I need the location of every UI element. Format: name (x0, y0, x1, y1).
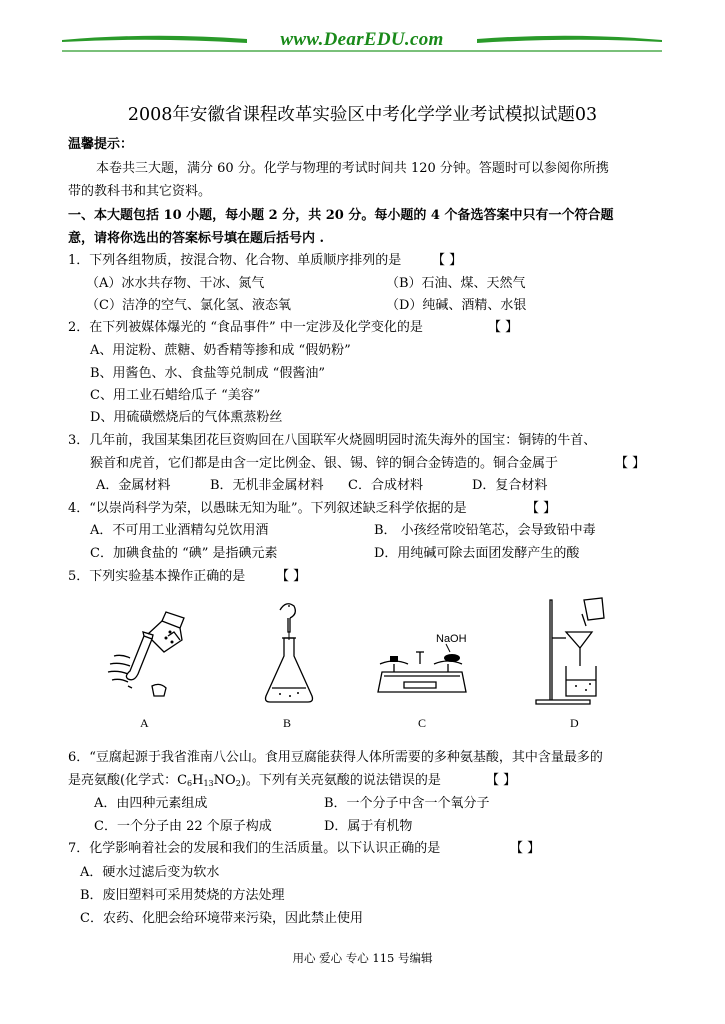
intro-line-1: 本卷共三大题，满分 60 分。化学与物理的考试时间共 120 分钟。答题时可以参阅你所携 (96, 161, 609, 176)
naoh-label: NaOH (436, 633, 467, 645)
figure-a-pouring-test-tube (100, 596, 205, 711)
q6-option-b: B．一个分子中含一个氧分子 (324, 796, 490, 811)
figure-label-d: D (570, 716, 579, 730)
q7-option-b: B．废旧塑料可采用焚烧的方法处理 (80, 888, 285, 903)
intro-line-2: 带的教科书和其它资料。 (68, 184, 212, 199)
q1-stem: 1．下列各组物质，按混合物、化合物、单质顺序排列的是 (68, 253, 402, 268)
q1-option-d: （D）纯碱、酒精、水银 (386, 298, 527, 313)
q3-option-d: D．复合材料 (472, 478, 548, 493)
q2-stem: 2．在下列被媒体爆光的 “食品事件” 中一定涉及化学变化的是 (68, 320, 423, 335)
q2-option-d: D、用硫磺燃烧后的气体熏蒸粉丝 (90, 410, 283, 425)
figure-d-filtration (530, 596, 620, 711)
q3-answer-bracket[interactable]: 【 】 (615, 456, 646, 471)
q4-option-c: C．加碘食盐的 “碘” 是指碘元素 (90, 546, 278, 561)
q5-answer-bracket[interactable]: 【 】 (276, 569, 307, 584)
q6-option-d: D．属于有机物 (324, 819, 413, 834)
page-title: 2008年安徽省课程改革实验区中考化学学业考试模拟试题03 (127, 105, 598, 125)
section1-line-1: 一、本大题包括 10 小题，每小题 2 分，共 20 分。每小题的 4 个备选答案中只有一个符合题 (68, 208, 614, 223)
q2-option-a: A、用淀粉、蔗糖、奶香精等掺和成 “假奶粉” (90, 343, 351, 358)
q6-option-a: A．由四种元素组成 (94, 796, 208, 811)
q4-option-d: D．用纯碱可除去面团发酵产生的酸 (374, 546, 580, 561)
q7-stem: 7．化学影响着社会的发展和我们的生活质量。以下认识正确的是 (68, 841, 441, 856)
q7-option-a: A．硬水过滤后变为软水 (80, 865, 220, 880)
q7-answer-bracket[interactable]: 【 】 (510, 841, 541, 856)
figure-label-c: C (418, 716, 427, 730)
q7-option-c: C．农药、化肥会给环境带来污染，因此禁止使用 (80, 911, 363, 926)
q3-option-c: C．合成材料 (348, 478, 423, 493)
section1-line-2: 意，请将你选出的答案标号填在题后括号内 . (68, 231, 325, 246)
q2-option-b: B、用酱色、水、食盐等兑制成 “假酱油” (90, 366, 325, 381)
q2-answer-bracket[interactable]: 【 】 (488, 320, 519, 335)
q4-stem: 4．“以崇尚科学为荣，以愚昧无知为耻”。下列叙述缺乏科学依据的是 (68, 501, 467, 516)
figure-label-a: A (140, 716, 149, 730)
q1-option-c: （C）洁净的空气、氯化氢、液态氧 (86, 298, 291, 313)
q6-answer-bracket[interactable]: 【 】 (486, 773, 517, 788)
q4-answer-bracket[interactable]: 【 】 (526, 501, 557, 516)
q3-option-a: A．金属材料 (96, 478, 171, 493)
q1-option-a: （A）冰水共存物、干冰、氮气 (86, 276, 265, 291)
q6-option-c: C．一个分子由 22 个原子构成 (94, 819, 272, 834)
q3-stem-2: 猴首和虎首，它们都是由含一定比例金、银、锡、锌的铜合金铸造的。铜合金属于 (90, 456, 559, 471)
q4-option-b: B． 小孩经常咬铅笔芯，会导致铅中毒 (374, 523, 596, 538)
figure-label-b: B (283, 716, 292, 730)
q4-option-a: A．不可用工业酒精勾兑饮用酒 (90, 523, 269, 538)
figure-b-dropper-flask (262, 596, 322, 711)
figure-c-balance-naoh (374, 596, 474, 711)
q3-option-b: B．无机非金属材料 (210, 478, 324, 493)
page-footer: 用心 爱心 专心 115 号编辑 (292, 951, 433, 965)
q6-stem: 6．“豆腐起源于我省淮南八公山。食用豆腐能获得人体所需要的多种氨基酸，其中含量最多的 (68, 750, 603, 765)
q5-stem: 5．下列实验基本操作正确的是 (68, 569, 246, 584)
q1-answer-bracket[interactable]: 【 】 (432, 253, 463, 268)
q6-stem-2: 是亮氨酸(化学式：$C_6H_{13}NO_2$)。下列有关亮氨酸的说法错误的是 (68, 773, 441, 788)
q3-stem: 3．几年前，我国某集团花巨资购回在八国联军火烧圆明园时流失海外的国宝：铜铸的牛首、 (68, 433, 597, 448)
site-url: www.DearEDU.com (280, 29, 444, 50)
intro-heading: 温馨提示： (68, 137, 134, 152)
q2-option-c: C、用工业石蜡给瓜子 “美容” (90, 388, 261, 403)
site-header (62, 26, 662, 56)
q1-option-b: （B）石油、煤、天然气 (386, 276, 526, 291)
